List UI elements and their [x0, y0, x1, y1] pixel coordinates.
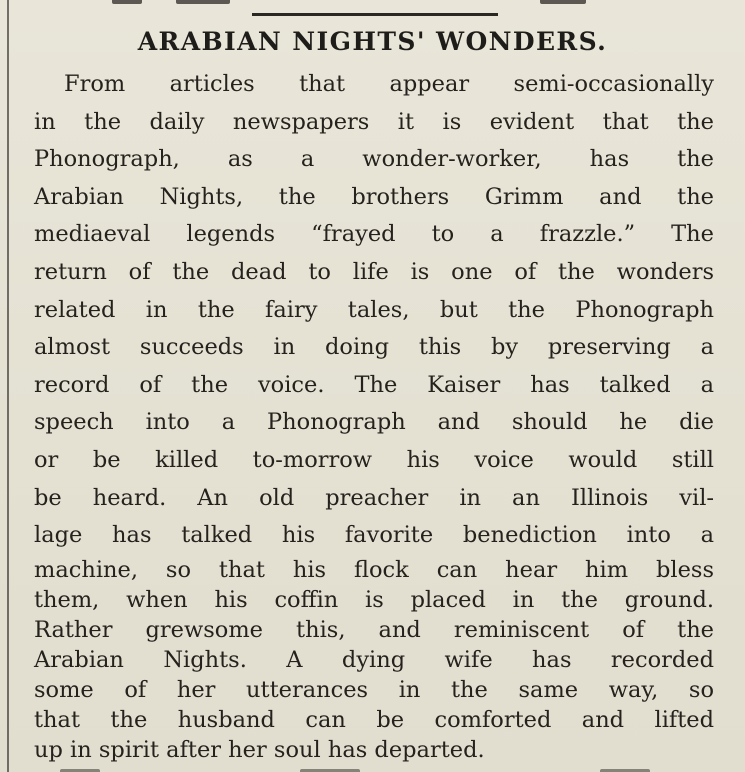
- article-body: [34, 66, 714, 765]
- cut-off-glyph: [176, 0, 230, 4]
- article-line: lage has talked his favorite benediction into a: [34, 522, 714, 549]
- article-line: speech into a Phonograph and should he die: [34, 409, 714, 436]
- cut-off-glyph: [112, 0, 142, 4]
- article-line: up in spirit after her soul has departed.: [34, 736, 485, 763]
- article-line: be heard. An old preacher in an Illinois vil-: [34, 484, 714, 511]
- article-line: some of her utterances in the same way, so: [34, 676, 714, 703]
- article-line: From articles that appear semi-occasionally: [64, 71, 714, 97]
- article-line: machine, so that his flock can hear him bless: [34, 556, 714, 583]
- article-line: that the husband can be comforted and lifted: [34, 706, 714, 733]
- article-line: or be killed to-morrow his voice would still: [34, 446, 714, 473]
- article-line: Arabian Nights. A dying wife has recorded: [34, 646, 714, 673]
- article-line: related in the fairy tales, but the Phonograph: [34, 296, 714, 323]
- article-line: them, when his coffin is placed in the ground.: [34, 586, 714, 613]
- article-line: record of the voice. The Kaiser has talked a: [34, 371, 714, 398]
- cut-off-glyph: [540, 0, 586, 4]
- article-line: Arabian Nights, the brothers Grimm and the: [34, 183, 714, 210]
- article-line: in the daily newspapers it is evident that the: [34, 108, 714, 135]
- article-line: mediaeval legends “frayed to a frazzle.” The: [34, 221, 714, 248]
- article-line: almost succeeds in doing this by preserving a: [34, 334, 714, 361]
- article-line: Rather grewsome this, and reminiscent of the: [34, 616, 714, 643]
- article-line: return of the dead to life is one of the wonders: [34, 258, 714, 285]
- article-line: Phonograph, as a wonder-worker, has the: [34, 146, 714, 173]
- column-rule: [7, 0, 9, 772]
- section-divider: [252, 13, 498, 16]
- article-headline: ARABIAN NIGHTS' WONDERS.: [137, 27, 608, 56]
